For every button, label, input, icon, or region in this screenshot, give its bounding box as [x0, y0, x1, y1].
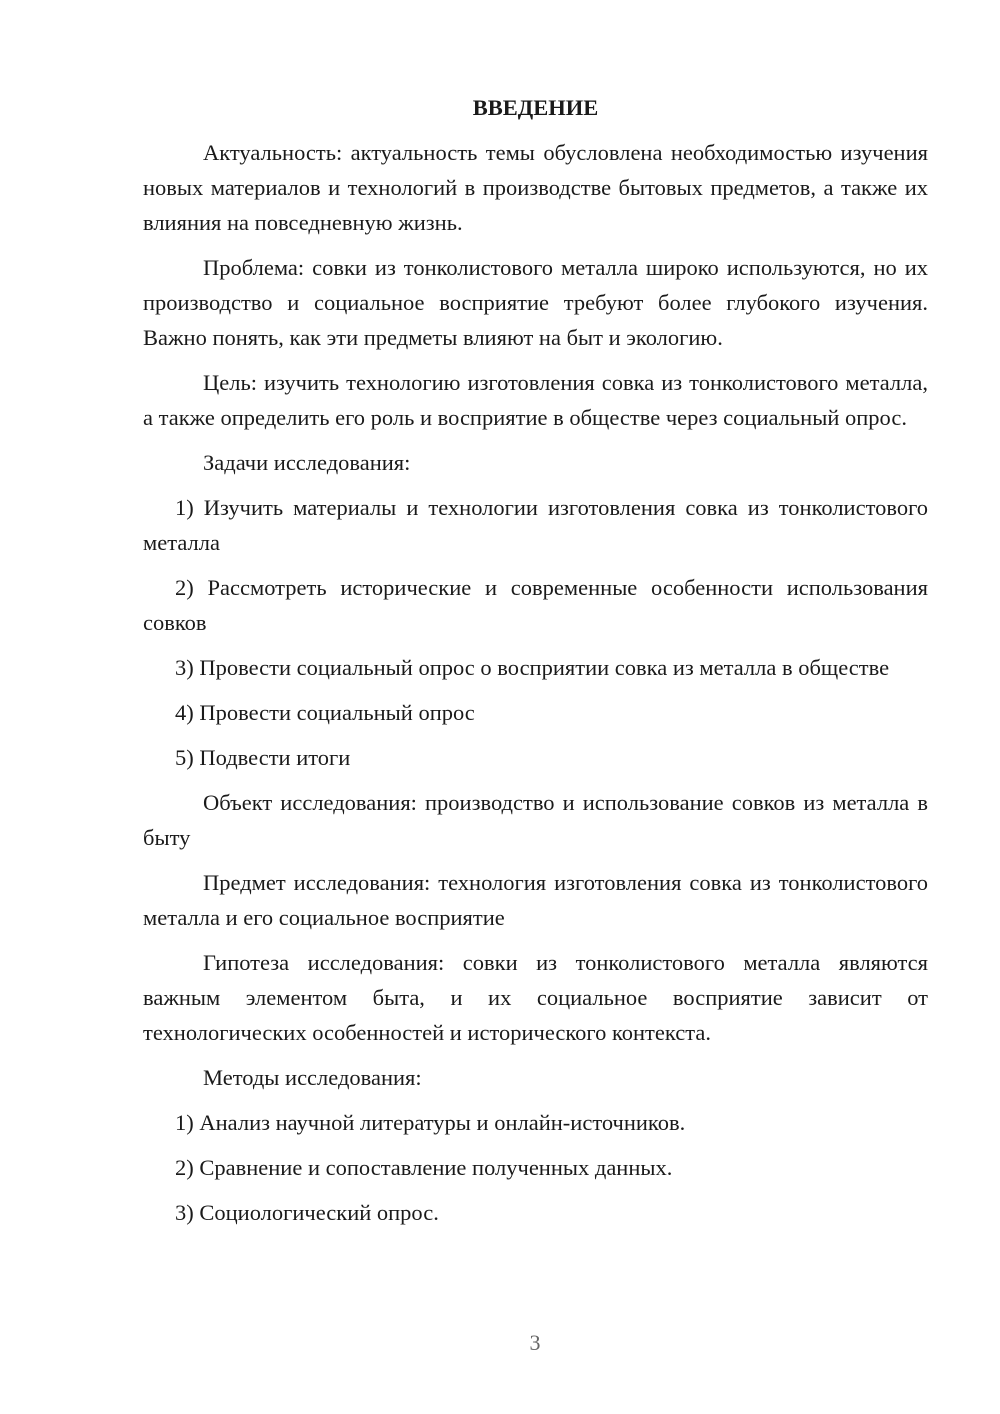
problem-paragraph: Проблема: совки из тонколистового металла широко используются, но их производство и социальное восприятие требуют более глубокого изучения. Важно понять, как эти предметы влияют на быт и экологию. — [143, 255, 928, 350]
method-item: 1) Анализ научной литературы и онлайн-источников. — [175, 1110, 686, 1135]
task-item: 2) Рассмотреть исторические и современные особенности использования совков — [143, 575, 928, 635]
task-item: 3) Провести социальный опрос о восприятии совка из металла в обществе — [175, 655, 890, 680]
hypothesis-paragraph: Гипотеза исследования: совки из тонколистового металла являются важным элементом быта, и их социальное восприятие зависит от технологических особенностей и исторического контекста. — [143, 950, 928, 1045]
methods-heading: Методы исследования: — [203, 1065, 422, 1090]
task-item: 1) Изучить материалы и технологии изготовления совка из тонколистового металла — [143, 495, 928, 555]
task-item: 5) Подвести итоги — [175, 745, 351, 770]
section-title: ВВЕДЕНИЕ — [472, 95, 599, 120]
subject-paragraph: Предмет исследования: технология изготовления совка из тонколистового металла и его социальное восприятие — [143, 870, 928, 930]
task-item: 4) Провести социальный опрос — [175, 700, 475, 725]
method-item: 2) Сравнение и сопоставление полученных данных. — [175, 1155, 673, 1180]
method-item: 3) Социологический опрос. — [175, 1200, 439, 1225]
goal-paragraph: Цель: изучить технологию изготовления совка из тонколистового металла, а также определить его роль и восприятие в обществе через социальный опрос. — [143, 370, 928, 430]
document-page — [143, 90, 928, 1240]
page-number: 3 — [529, 1330, 541, 1355]
relevance-paragraph: Актуальность: актуальность темы обусловлена необходимостью изучения новых материалов и технологий в производстве бытовых предметов, а также их влияния на повседневную жизнь. — [143, 140, 928, 235]
tasks-heading: Задачи исследования: — [203, 450, 411, 475]
object-paragraph: Объект исследования: производство и использование совков из металла в быту — [143, 790, 928, 850]
